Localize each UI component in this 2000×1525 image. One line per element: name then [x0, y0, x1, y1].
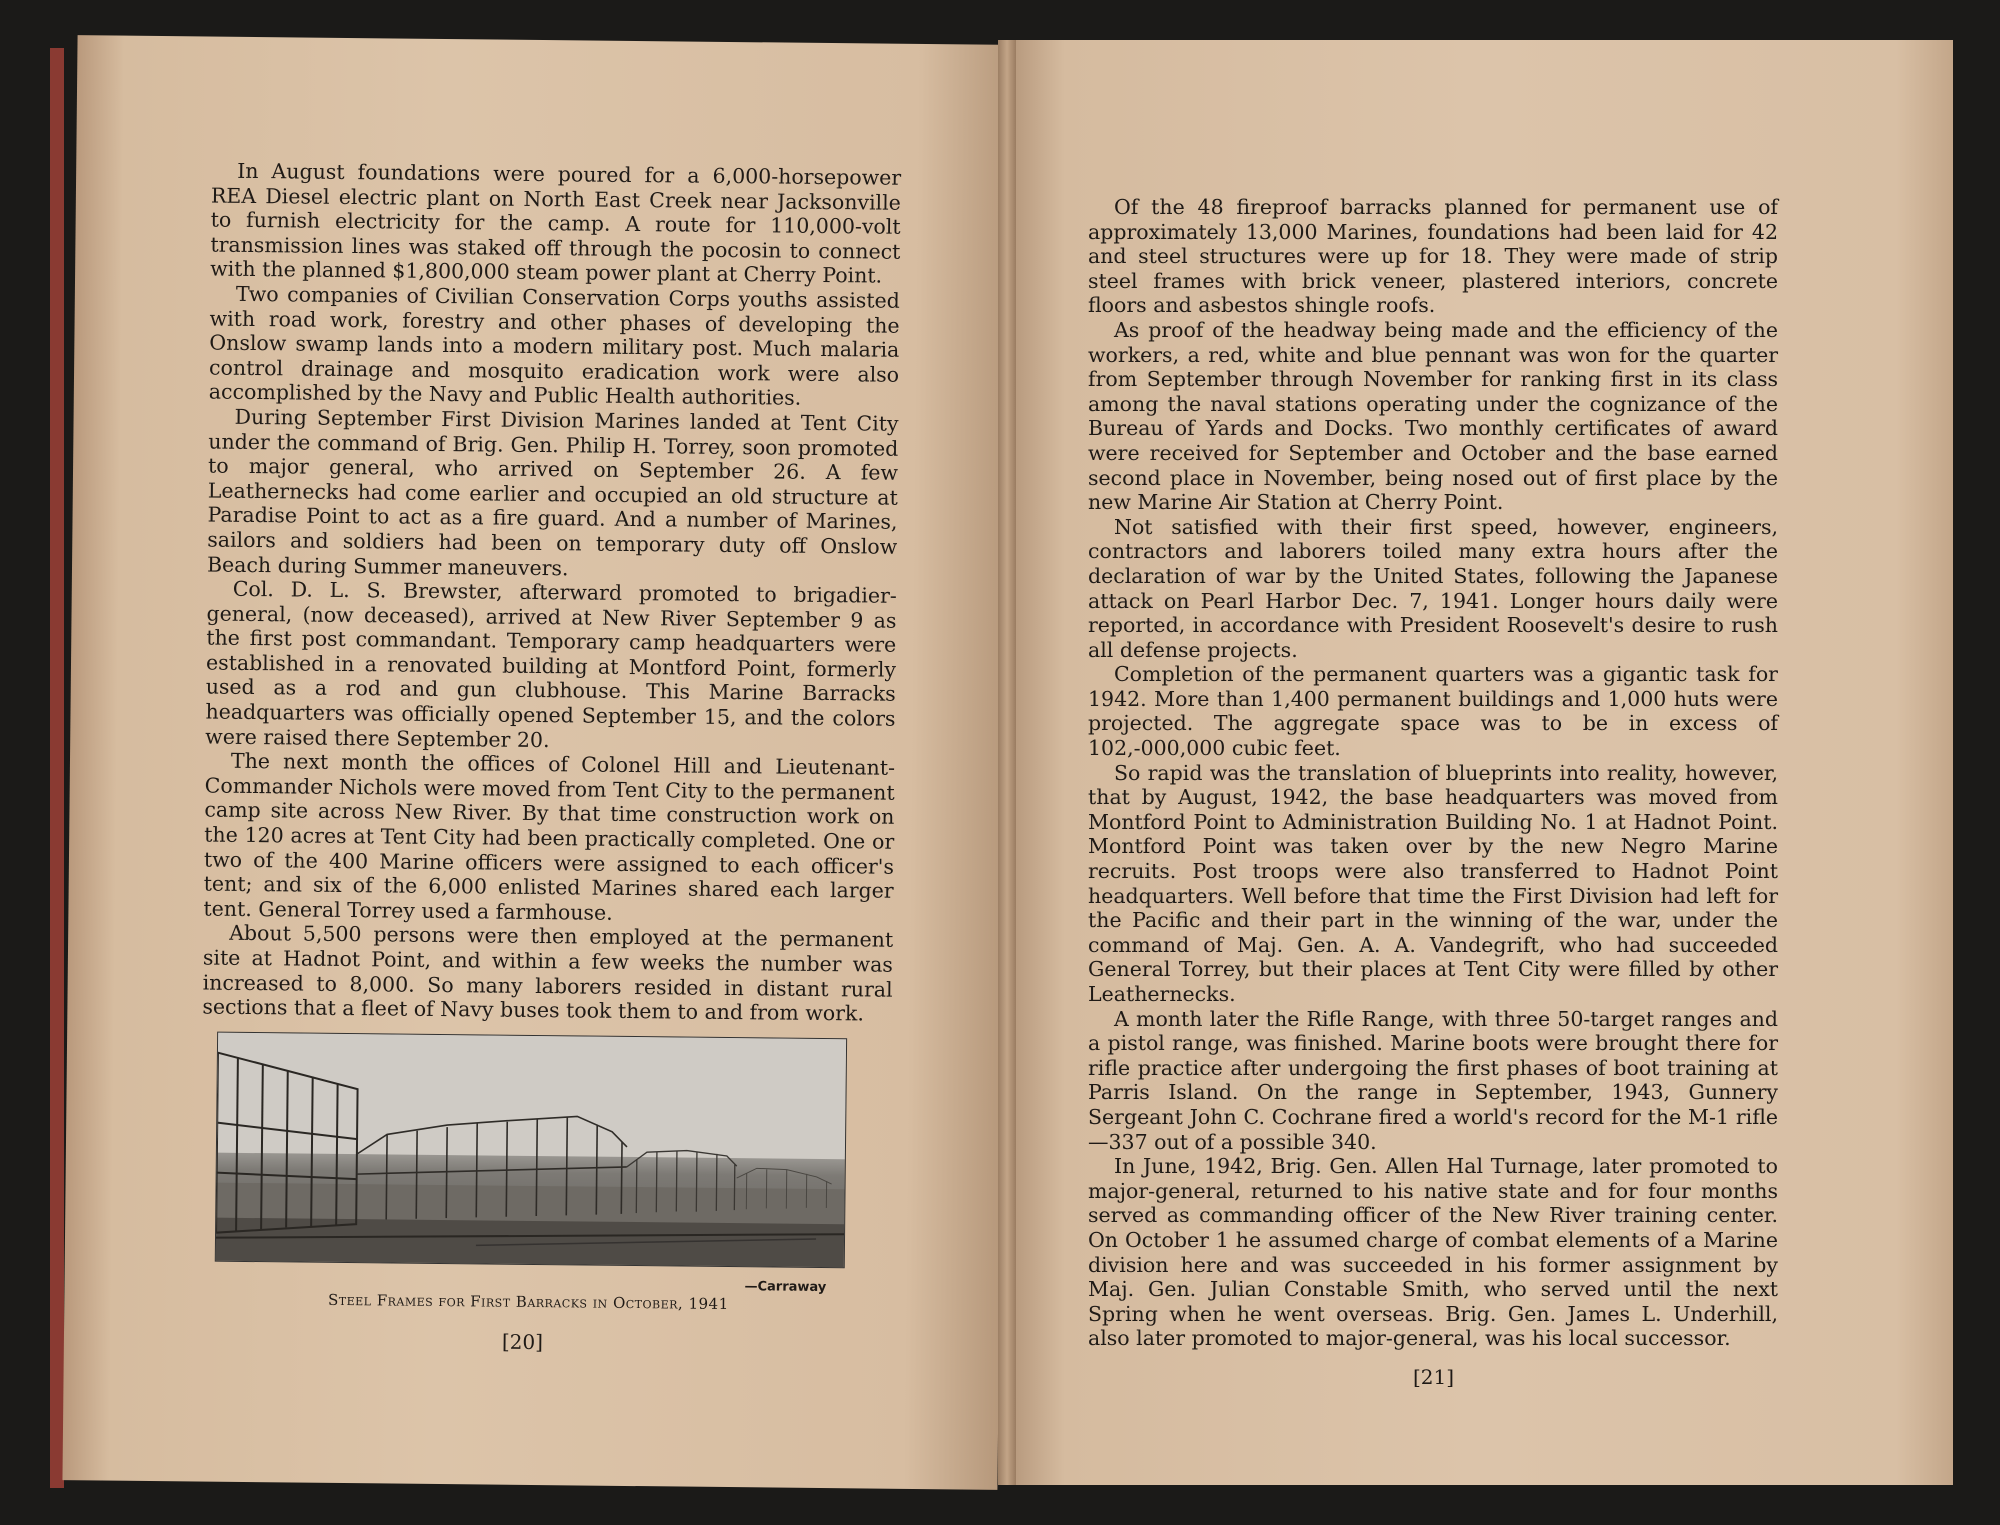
left-page-text — [202, 159, 901, 1027]
paragraph: Not satisfied with their first speed, however, engineers, contractors and laborers toiled many extra hours after the declaration of war by the United States, following the Japanese attack on Pearl Harbor Dec. 7, 1941. Longer hours daily were reported, in accordance with President Roosevelt's desire to rush all defense projects. — [1088, 514, 1778, 662]
paragraph: In August foundations were poured for a 6,000-horsepower REA Diesel electric plant on North East Creek near Jacksonville to furnish electricity for the camp. A route for 110,000-volt transmission lines was staked off through the pocosin to connect with the planned $1,800,000 steam power plant at Cherry Point. — [210, 158, 902, 288]
right-page-text — [1088, 195, 1778, 1351]
paragraph: As proof of the headway being made and the efficiency of the workers, a red, white and blue pennant was won for the quarter from September through November for ranking first in its class among the naval stations operating under the cognizance of the Bureau of Yards and Docks. Two monthly certificates of award were received for September and October and the base earned second place in November, being nosed out of first place by the new Marine Air Station at Cherry Point. — [1088, 317, 1778, 515]
page-number: [20] — [501, 1329, 544, 1355]
paragraph: Two companies of Civilian Conservation Corps youths assisted with road work, forestry and other phases of developing the Onslow swamp lands into a modern military post. Much malaria control drainage and mosquito eradication work were also accomplished by the Navy and Public Health authorities. — [208, 281, 900, 411]
paragraph: About 5,500 persons were then employed at the permanent site at Hadnot Point, and within a few weeks the number was increased to 8,000. So many laborers resided in distant rural sections that a fleet of Navy buses took them to and from work. — [202, 921, 894, 1026]
open-book — [60, 40, 1960, 1490]
steel-frames-illustration — [216, 1033, 846, 1268]
paragraph: The next month the offices of Colonel Hill and Lieutenant-Commander Nichols were moved from Tent City to the permanent camp site across New River. By that time construction work on the 120 acres at Tent City had been practically completed. One or two of the 400 Marine officers were assigned to each officer's tent; and six of the 6,000 enlisted Marines shared each larger tent. General Torrey used a farmhouse. — [203, 749, 896, 925]
paragraph: Of the 48 fireproof barracks planned for permanent use of approximately 13,000 Marines, foundations had been laid for 42 and steel structures were up for 18. They were made of strip steel frames with brick veneer, plastered interiors, concrete floors and asbestos shingle roofs. — [1088, 195, 1778, 318]
left-page — [62, 35, 1012, 1490]
paragraph: So rapid was the translation of blueprints into reality, however, that by August, 1942, the base headquarters was moved from Montford Point to Administration Building No. 1 at Hadnot Point. Montford Point was taken over by the new Negro Marine recruits. Post troops were also transferred to Hadnot Point headquarters. Well before that time the First Division had left for the Pacific and their part in the winning of the war, under the command of Maj. Gen. A. A. Vandegrift, who had succeeded General Torrey, but their places at Tent City were filled by other Leathernecks. — [1088, 760, 1778, 1006]
paragraph: Completion of the permanent quarters was a gigantic task for 1942. More than 1,400 permanent buildings and 1,000 huts were projected. The aggregate space was to be in excess of 102,-000,000 cubic feet. — [1088, 662, 1778, 761]
page-number: [21] — [1413, 1365, 1455, 1389]
paragraph: During September First Division Marines landed at Tent City under the command of Brig. Gen. Philip H. Torrey, soon promoted to major general, who arrived on September 26. A few Leathernecks had come earlier and occupied an old structure at Paradise Point to act as a fire guard. And a number of Marines, sailors and soldiers had been on temporary duty off Onslow Beach during Summer maneuvers. — [206, 404, 899, 580]
paragraph: Col. D. L. S. Brewster, afterward promoted to brigadier-general, (now deceased), arrived at New River September 9 as the first post commandant. Temporary camp headquarters were established in a renovated building at Montford Point, formerly used as a rod and gun clubhouse. This Marine Barracks headquarters was officially opened September 15, and the colors were raised there September 20. — [205, 576, 897, 752]
paragraph: A month later the Rifle Range, with three 50-target ranges and a pistol range, was finished. Marine boots were brought there for rifle practice after undergoing the first phases of boot training at Parris Island. On the range in September, 1943, Gunnery Sergeant John C. Cochrane fired a world's record for the M-1 rifle—337 out of a possible 340. — [1088, 1006, 1778, 1154]
photo-caption: Steel Frames for First Barracks in October, 1941 — [327, 1290, 729, 1314]
barracks-photo — [215, 1032, 847, 1269]
right-page — [1008, 40, 1953, 1485]
paragraph: In June, 1942, Brig. Gen. Allen Hal Turnage, later promoted to major-general, returned to his native state and for four months served as commanding officer of the New River training center. On October 1 he assumed charge of combat elements of a Marine division here and was succeeded in his former assignment by Maj. Gen. Julian Constable Smith, who served until the next Spring when he went overseas. Brig. Gen. James L. Underhill, also later promoted to major-general, was his local successor. — [1088, 1154, 1778, 1351]
book-gutter — [998, 40, 1016, 1485]
photo-credit: —Carraway — [744, 1279, 827, 1296]
